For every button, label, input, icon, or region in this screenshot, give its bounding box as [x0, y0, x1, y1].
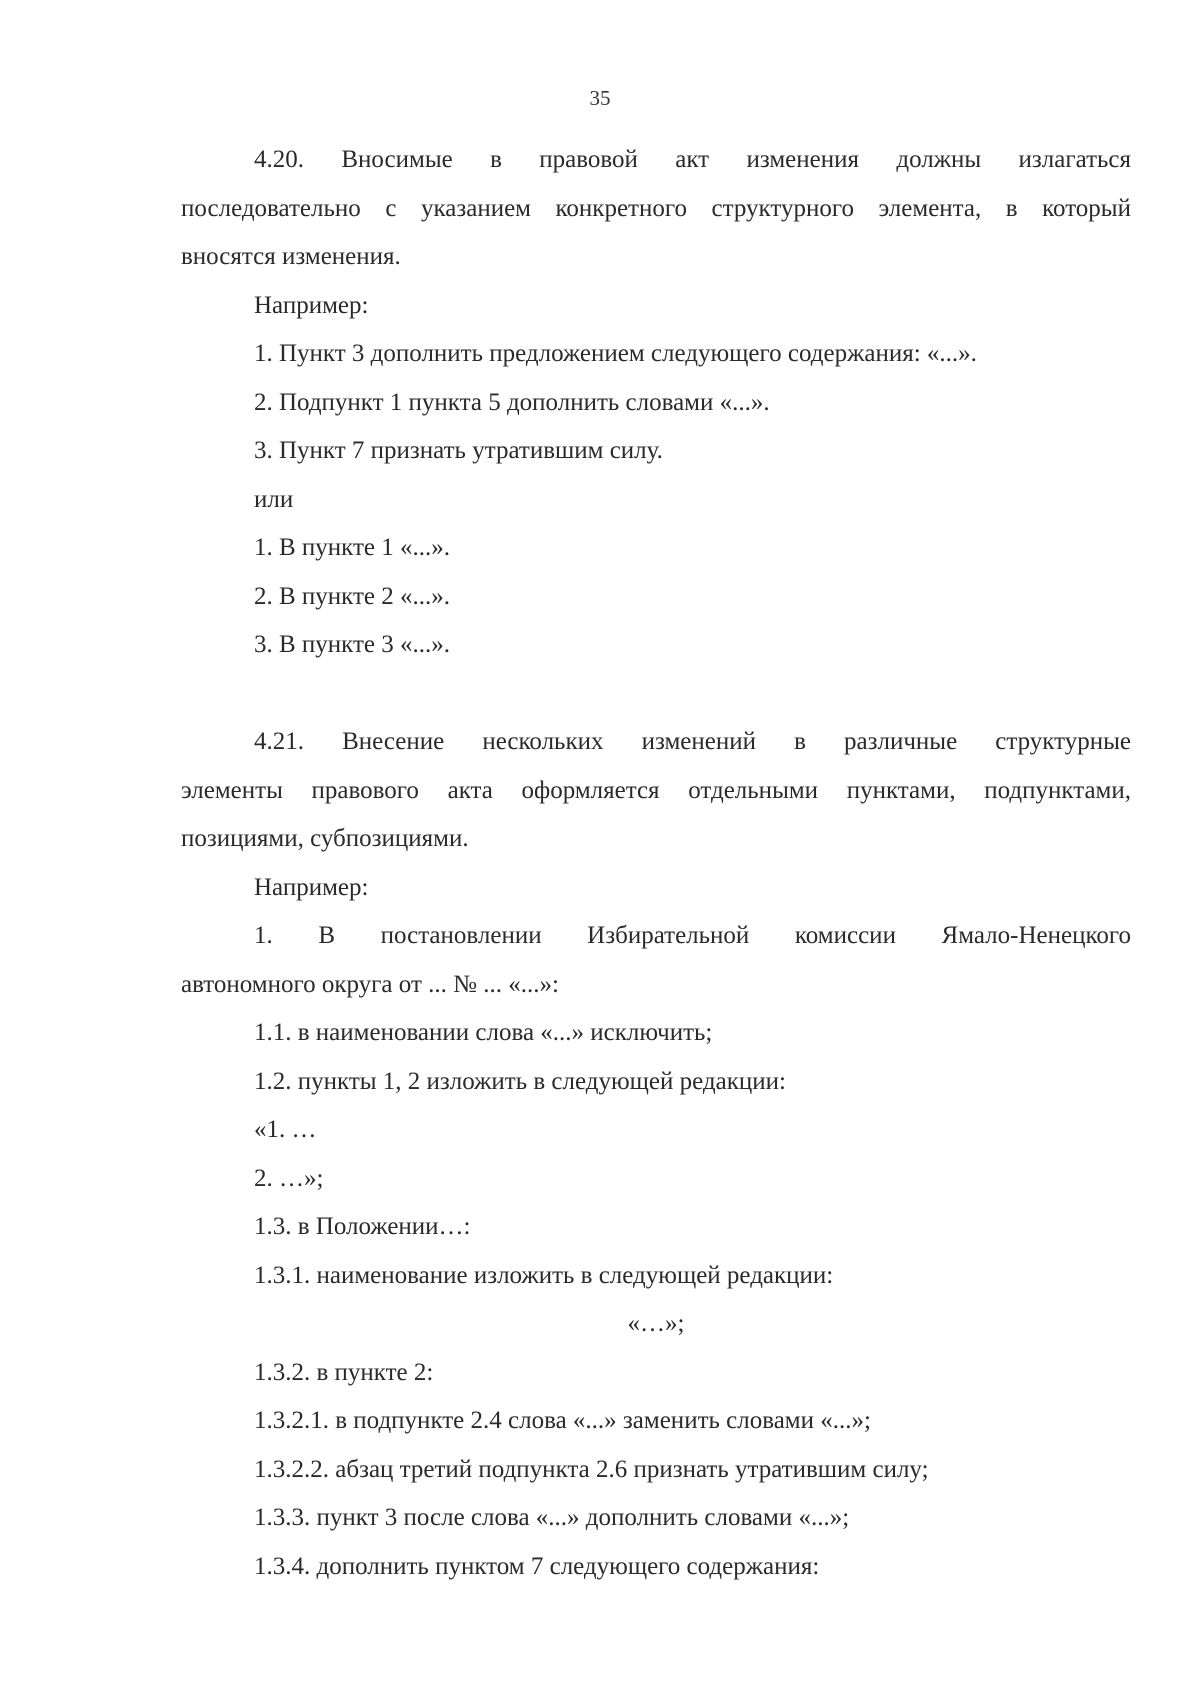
paragraph-line: элементы правового акта оформляется отдельными пунктами, подпунктами, — [181, 776, 1131, 804]
document-body — [181, 143, 1131, 1598]
list-item: 1.3.2.2. абзац третий подпункта 2.6 признать утратившим силу; — [254, 1455, 929, 1483]
list-item: 1.3.1. наименование изложить в следующей редакции: — [254, 1261, 834, 1289]
list-item-continuation: автономного округа от ... № ... «...»: — [181, 970, 559, 998]
paragraph-line: 4.20. Вносимые в правовой акт изменения должны излагаться — [254, 146, 1131, 173]
paragraph-line: позициями, субпозициями. — [181, 825, 469, 852]
example-label: Например: — [254, 873, 369, 901]
list-item: 3. Пункт 7 признать утратившим силу. — [254, 437, 663, 464]
list-item: 1.3.2. в пункте 2: — [254, 1358, 434, 1386]
centered-quote: «…»; — [627, 1310, 685, 1337]
list-item: 2. В пункте 2 «...». — [254, 582, 451, 610]
or-label: или — [254, 485, 294, 513]
list-item: 3. В пункте 3 «...». — [254, 631, 451, 658]
list-item: 1. В пункте 1 «...». — [254, 534, 451, 561]
list-item: 1.3.3. пункт 3 после слова «...» дополнить словами «...»; — [254, 1504, 850, 1531]
page-number: 35 — [589, 86, 611, 110]
section-4-20 — [181, 143, 1131, 677]
list-item: 1. Пункт 3 дополнить предложением следующего содержания: «...». — [254, 340, 977, 367]
list-item: 1.1. в наименовании слова «...» исключить; — [254, 1019, 713, 1046]
list-item: 1.2. пункты 1, 2 изложить в следующей редакции: — [254, 1067, 786, 1095]
list-item: 2. Подпункт 1 пункта 5 дополнить словами «...». — [254, 388, 770, 416]
section-4-21 — [181, 725, 1131, 1598]
list-item: 1.3.2.1. в подпункте 2.4 слова «...» заменить словами «...»; — [254, 1407, 871, 1434]
paragraph-line: вносятся изменения. — [181, 243, 401, 270]
list-item: 1.3.4. дополнить пунктом 7 следующего содержания: — [254, 1552, 820, 1580]
paragraph-gap — [181, 677, 1131, 726]
list-item: 1.3. в Положении…: — [254, 1213, 471, 1240]
paragraph-line: последовательно с указанием конкретного структурного элемента, в который — [181, 194, 1131, 222]
list-item: 1. В постановлении Избирательной комиссии Ямало-Ненецкого — [254, 922, 1131, 949]
list-item: 2. …»; — [254, 1164, 324, 1192]
list-item: «1. … — [254, 1116, 317, 1143]
paragraph-line: 4.21. Внесение нескольких изменений в различные структурные — [254, 728, 1131, 755]
example-label: Например: — [254, 291, 369, 319]
